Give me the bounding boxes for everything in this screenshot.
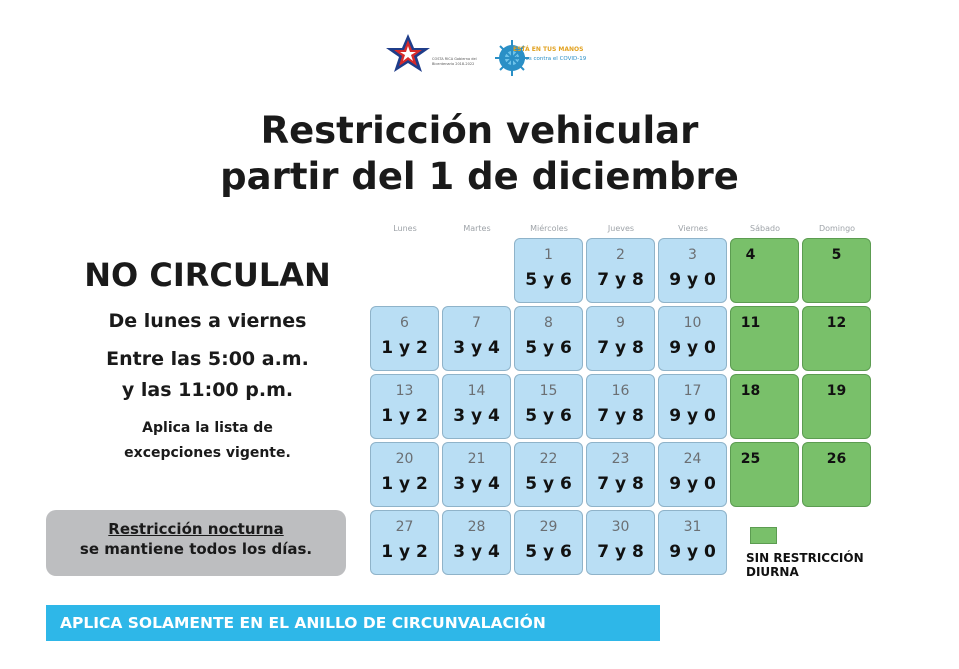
day-number: 10	[683, 315, 702, 331]
day-number: 18	[740, 383, 761, 399]
calendar-day-no-restriction	[802, 238, 871, 303]
plate-digits: 1 y 2	[381, 474, 428, 494]
calendar-day-no-restriction	[802, 442, 871, 507]
calendar-day-restricted	[442, 306, 511, 371]
day-number: 25	[740, 451, 761, 467]
calendar-day-restricted	[586, 442, 655, 507]
plate-digits: 9 y 0	[669, 542, 716, 562]
plate-digits: 7 y 8	[597, 338, 644, 358]
plate-digits: 9 y 0	[669, 474, 716, 494]
weekday-header: Viernes	[678, 224, 708, 233]
calendar-day-restricted	[442, 442, 511, 507]
day-number: 17	[683, 383, 702, 399]
day-number: 3	[688, 247, 697, 263]
day-number: 26	[826, 451, 847, 467]
day-number: 19	[826, 383, 847, 399]
exceptions-line-2: excepciones vigente.	[124, 445, 291, 461]
title-line-2: partir del 1 de diciembre	[220, 155, 739, 198]
weekday-header: Lunes	[393, 224, 417, 233]
day-number: 30	[611, 519, 630, 535]
logos-header	[0, 32, 959, 82]
calendar-day-restricted	[514, 374, 583, 439]
day-number: 2	[616, 247, 625, 263]
night-restriction-title: Restricción nocturna	[108, 520, 284, 538]
calendar-day-no-restriction	[802, 306, 871, 371]
weekday-header: Martes	[463, 224, 491, 233]
calendar-day-restricted	[514, 238, 583, 303]
plate-digits: 3 y 4	[453, 338, 500, 358]
covid-logo-line2: Unidos contra el COVID-19	[513, 56, 587, 62]
plate-digits: 5 y 6	[525, 270, 572, 290]
calendar-day-restricted	[370, 306, 439, 371]
plate-digits: 9 y 0	[669, 270, 716, 290]
day-number: 8	[544, 315, 553, 331]
day-number: 23	[611, 451, 630, 467]
plate-digits: 5 y 6	[525, 338, 572, 358]
day-number: 11	[740, 315, 761, 331]
weekday-header: Domingo	[818, 224, 856, 233]
calendar-day-restricted	[514, 510, 583, 575]
calendar-day-no-restriction	[730, 238, 799, 303]
weekday-header: Jueves	[607, 224, 635, 233]
plate-digits: 5 y 6	[525, 406, 572, 426]
plate-digits: 9 y 0	[669, 338, 716, 358]
calendar-day-restricted	[514, 442, 583, 507]
plate-digits: 7 y 8	[597, 270, 644, 290]
calendar-day-restricted	[586, 238, 655, 303]
night-restriction-box	[46, 510, 346, 576]
plate-digits: 7 y 8	[597, 406, 644, 426]
day-number: 16	[611, 383, 630, 399]
plate-digits: 3 y 4	[453, 474, 500, 494]
costa-rica-star-logo-icon	[386, 32, 486, 78]
plate-digits: 5 y 6	[525, 542, 572, 562]
calendar-day-restricted	[514, 306, 583, 371]
calendar-day-restricted	[442, 374, 511, 439]
plate-digits: 7 y 8	[597, 542, 644, 562]
plate-digits: 3 y 4	[453, 406, 500, 426]
no-circulan-heading: NO CIRCULAN	[84, 256, 331, 294]
day-number: 22	[539, 451, 558, 467]
night-restriction-text: se mantiene todos los días.	[79, 540, 313, 558]
day-number: 5	[831, 247, 842, 263]
day-number: 27	[395, 519, 414, 535]
day-number: 21	[467, 451, 486, 467]
plate-digits: 9 y 0	[669, 406, 716, 426]
day-number: 1	[544, 247, 553, 263]
day-number: 20	[395, 451, 414, 467]
covid-logo-line1: ESTÁ EN TUS MANOS	[513, 46, 584, 53]
calendar-day-restricted	[586, 306, 655, 371]
plate-digits: 1 y 2	[381, 338, 428, 358]
calendar-day-restricted	[370, 510, 439, 575]
hours-line-1: Entre las 5:00 a.m.	[106, 348, 309, 370]
weekday-header: Sábado	[750, 224, 780, 233]
calendar-day-no-restriction	[802, 374, 871, 439]
page-title	[0, 108, 959, 200]
legend-line-1: SIN RESTRICCIÓN	[746, 551, 864, 565]
plate-digits: 1 y 2	[381, 406, 428, 426]
hours-line-2: y las 11:00 p.m.	[121, 379, 294, 401]
day-number: 15	[539, 383, 558, 399]
calendar-day-restricted	[370, 374, 439, 439]
days-text: De lunes a viernes	[108, 310, 307, 332]
calendar-day-restricted	[586, 510, 655, 575]
calendar-day-restricted	[586, 374, 655, 439]
day-number: 12	[826, 315, 847, 331]
legend-swatch	[750, 527, 777, 544]
day-number: 9	[616, 315, 625, 331]
day-number: 31	[683, 519, 702, 535]
day-number: 4	[745, 247, 756, 263]
exceptions-line-1: Aplica la lista de	[142, 420, 273, 436]
ring-road-banner: APLICA SOLAMENTE EN EL ANILLO DE CIRCUNVALACIÓN	[46, 605, 660, 641]
costa-rica-logo-text: COSTA RICA Gobierno del Bicentenario 2018-2022	[432, 57, 477, 66]
calendar-day-restricted	[370, 442, 439, 507]
day-number: 14	[467, 383, 486, 399]
weekday-header: Miércoles	[530, 224, 568, 233]
plate-digits: 5 y 6	[525, 474, 572, 494]
calendar-day-restricted	[442, 510, 511, 575]
calendar-day-no-restriction	[730, 306, 799, 371]
day-number: 13	[395, 383, 414, 399]
day-number: 7	[472, 315, 481, 331]
day-number: 29	[539, 519, 558, 535]
legend-label	[746, 551, 864, 579]
legend-line-2: DIURNA	[746, 565, 799, 579]
title-line-1: Restricción vehicular	[260, 109, 699, 152]
calendar-day-no-restriction	[730, 374, 799, 439]
calendar-day-no-restriction	[730, 442, 799, 507]
day-number: 28	[467, 519, 486, 535]
plate-digits: 1 y 2	[381, 542, 428, 562]
plate-digits: 7 y 8	[597, 474, 644, 494]
day-number: 6	[400, 315, 409, 331]
plate-digits: 3 y 4	[453, 542, 500, 562]
day-number: 24	[683, 451, 702, 467]
calendar-day-restricted	[658, 510, 727, 575]
